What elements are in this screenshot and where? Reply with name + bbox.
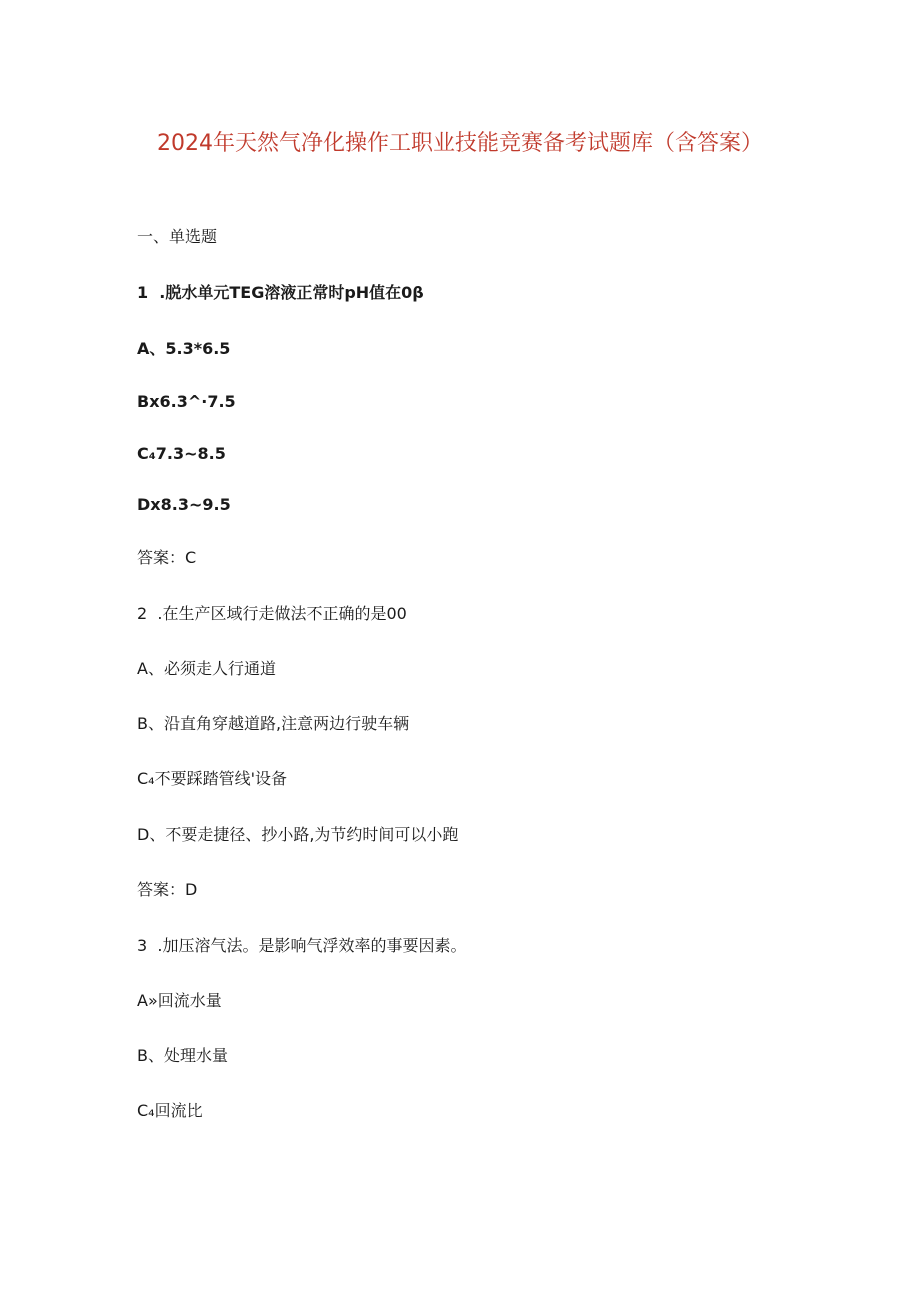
question-2-option-a: A、必须走人行通道 xyxy=(137,659,276,678)
question-2-answer: 答案：D xyxy=(137,880,198,899)
question-3-option-b: B、处理水量 xyxy=(137,1046,228,1065)
question-3-option-a: A»回流水量 xyxy=(137,991,222,1010)
question-1-option-b: Bx6.3^·7.5 xyxy=(137,392,236,411)
question-2-option-d: D、不要走捷径、抄小路,为节约时间可以小跑 xyxy=(137,825,459,844)
question-1-option-a: A、5.3*6.5 xyxy=(137,339,231,358)
question-3-option-c: C₄回流比 xyxy=(137,1101,203,1120)
question-2-stem: 2 .在生产区域行走做法不正确的是00 xyxy=(137,604,407,623)
question-1-option-d: Dx8.3~9.5 xyxy=(137,495,231,514)
question-1-stem: 1 .脱水单元TEG溶液正常时pH值在0β xyxy=(137,283,424,302)
question-1-answer: 答案：C xyxy=(137,548,197,567)
question-2-option-b: B、沿直角穿越道路,注意两边行驶车辆 xyxy=(137,714,410,733)
section-heading: 一、单选题 xyxy=(137,227,218,246)
question-3-stem: 3 .加压溶气法。是影响气浮效率的事要因素。 xyxy=(137,936,467,955)
document-title: 2024年天然气净化操作工职业技能竞赛备考试题库（含答案） xyxy=(157,131,763,156)
question-1-option-c: C₄7.3~8.5 xyxy=(137,444,226,463)
question-2-option-c: C₄不要踩踏管线'设备 xyxy=(137,769,287,788)
